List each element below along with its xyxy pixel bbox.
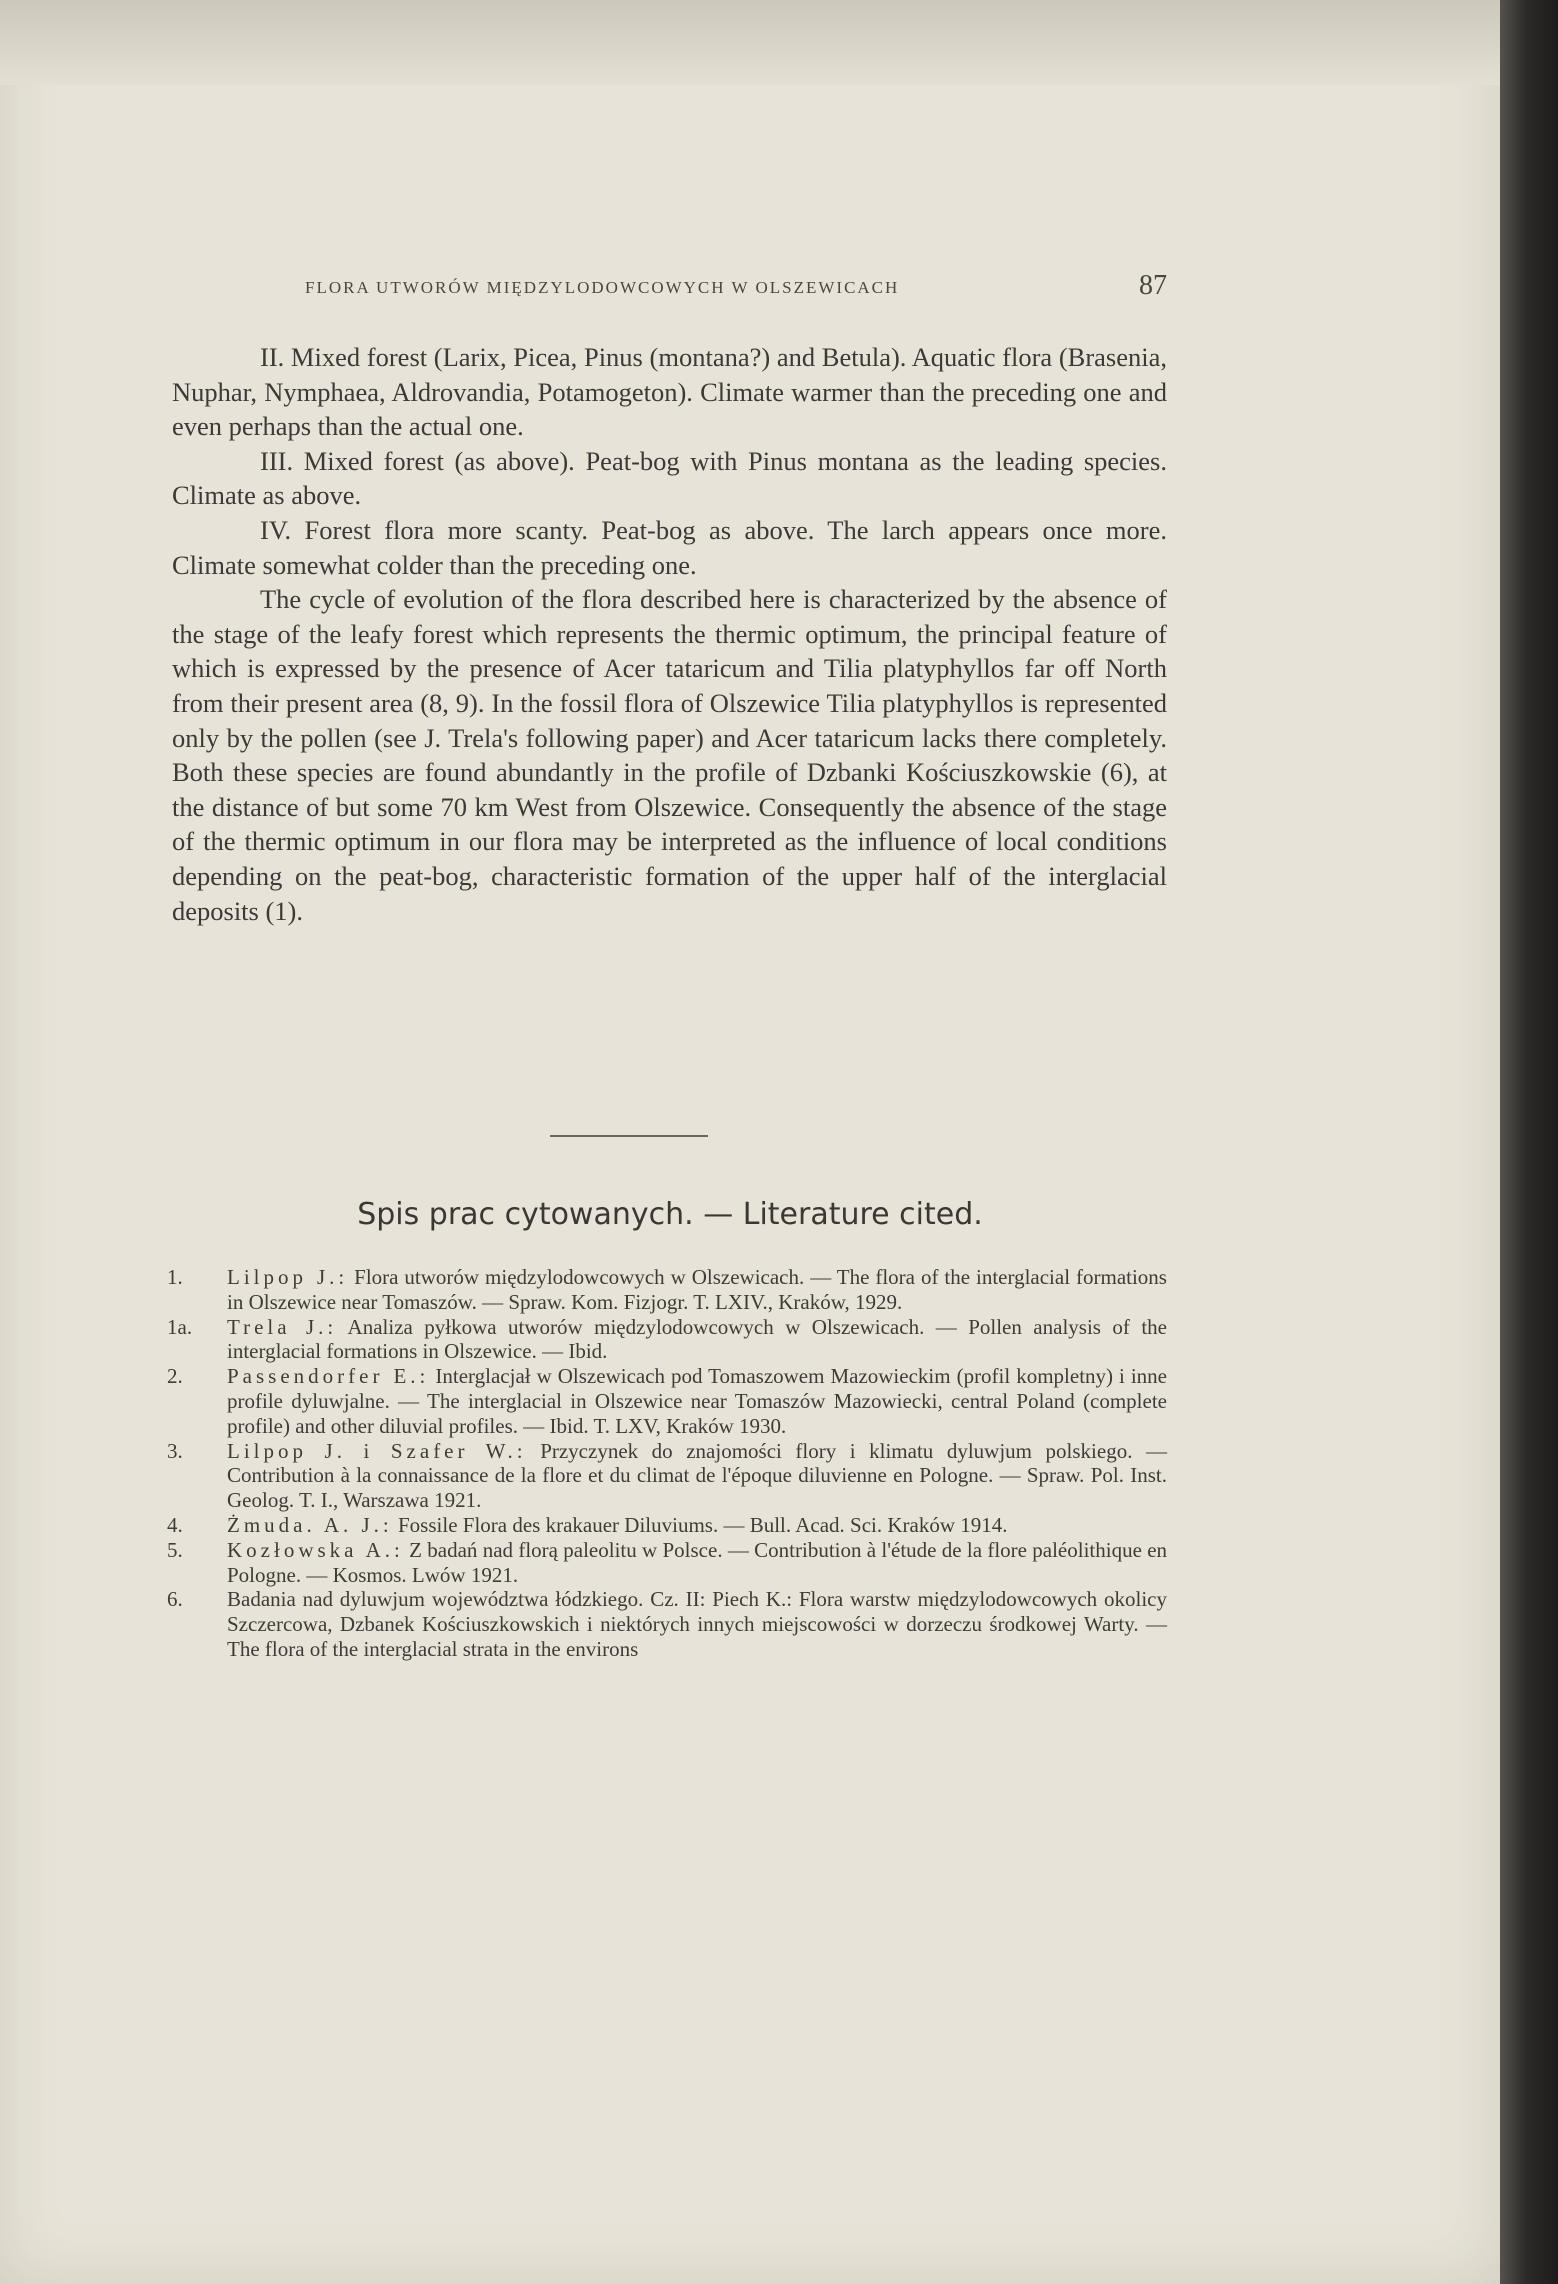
reference-body	[227, 1538, 1167, 1588]
reference-text: Interglacjał w Olszewicach pod Tomaszowem Mazowieckim (profil kompletny) i inne profile dyluwjalne. — The interglacial in Olszewice near Tomaszów Mazowiecki, central Poland (complete profile) and other diluvial profiles. — Ibid. T. LXV, Kraków 1930.	[227, 1364, 1167, 1438]
reference-number: 4.	[167, 1512, 183, 1537]
reference-author: Lilpop J.:	[227, 1265, 349, 1289]
body-text	[172, 340, 1167, 928]
reference-author: Żmuda. A. J.:	[227, 1512, 393, 1537]
reference-item	[167, 1538, 1167, 1588]
reference-text: Analiza pyłkowa utworów międzylodowcowych w Olszewicach. — Pollen analysis of the interglacial formations in Olszewice. — Ibid.	[227, 1314, 1167, 1364]
reference-text: Przyczynek do znajomości flory i klimatu dyluwjum polskiego. — Contribution à la connaissance de la flore et du climat de l'époque diluvienne en Pologne. — Spraw. Pol. Inst. Geolog. T. I., Warszawa 1921.	[227, 1438, 1167, 1513]
reference-text: Fossile Flora des krakauer Diluviums. — Bull. Acad. Sci. Kraków 1914.	[398, 1512, 1008, 1537]
reference-list	[167, 1265, 1167, 1662]
page-header	[305, 270, 1167, 310]
reference-body	[227, 1315, 1167, 1365]
reference-text: Badania nad dyluwjum województwa łódzkiego. Cz. II: Piech K.: Flora warstw międzylodowcowych okolicy Szczercowa, Dzbanek Kościuszkowskich i niektórych innych miejscowości w dorzeczu środkowej Warty. — The flora of the interglacial strata in the environs	[227, 1587, 1167, 1661]
reference-number: 3.	[167, 1438, 183, 1463]
reference-number: 6.	[167, 1587, 183, 1612]
reference-item	[167, 1513, 1167, 1538]
reference-item	[167, 1265, 1167, 1315]
page-number: 87	[1139, 270, 1167, 301]
reference-author: Kozłowska A.:	[227, 1537, 404, 1562]
reference-item	[167, 1439, 1167, 1513]
reference-body	[227, 1513, 1167, 1538]
reference-item	[167, 1364, 1167, 1438]
paragraph-discussion: The cycle of evolution of the flora described here is characterized by the absence of the stage of the leafy forest which represents the thermic optimum, the principal feature of which is expressed by the presence of Acer tataricum and Tilia platyphyllos far off North from their present area (8, 9). In the fossil flora of Olszewice Tilia platyphyllos is represented only by the pollen (see J. Trela's following paper) and Acer tataricum lacks there completely. Both these species are found abundantly in the profile of Dzbanki Kościuszkowskie (6), at the distance of but some 70 km West from Olszewice. Consequently the absence of the stage of the thermic optimum in our flora may be interpreted as the influence of local conditions depending on the peat-bog, characteristic formation of the upper half of the interglacial deposits (1).	[172, 584, 1167, 926]
reference-body	[227, 1587, 1167, 1661]
reference-author: Lilpop J. i Szafer W.:	[227, 1438, 527, 1463]
paragraph-stage-3: III. Mixed forest (as above). Peat-bog with Pinus montana as the leading species. Climate as above.	[172, 445, 1167, 511]
scan-edge	[1500, 0, 1558, 2284]
running-title: FLORA UTWORÓW MIĘDZYLODOWCOWYCH W OLSZEWICACH	[305, 278, 900, 297]
reference-number: 1a.	[167, 1314, 193, 1339]
reference-author: Passendorfer E.:	[227, 1364, 430, 1389]
reference-item	[167, 1315, 1167, 1365]
reference-text: Z badań nad florą paleolitu w Polsce. — Contribution à l'étude de la flore paléolithique en Pologne. — Kosmos. Lwów 1921.	[227, 1537, 1168, 1587]
section-divider	[550, 1135, 708, 1137]
reference-text: Flora utworów międzylodowcowych w Olszewicach. — The flora of the interglacial formations in Olszewice near Tomaszów. — Spraw. Kom. Fizjogr. T. LXIV., Kraków, 1929.	[227, 1265, 1167, 1314]
reference-number: 5.	[167, 1537, 183, 1562]
reference-body	[227, 1364, 1167, 1438]
reference-number: 2.	[167, 1364, 183, 1389]
reference-item	[167, 1587, 1167, 1661]
paragraph-stage-2: II. Mixed forest (Larix, Picea, Pinus (montana?) and Betula). Aquatic flora (Brasenia, Nuphar, Nymphaea, Aldrovandia, Potamogeton). Climate warmer than the preceding one and even perhaps than the actual one.	[172, 342, 1167, 442]
scan-top-shadow	[0, 0, 1500, 85]
literature-heading: Spis prac cytowanych. — Literature cited.	[357, 1197, 983, 1232]
reference-number: 1.	[167, 1265, 183, 1289]
paragraph-stage-4: IV. Forest flora more scanty. Peat-bog as above. The larch appears once more. Climate somewhat colder than the preceding one.	[172, 514, 1167, 580]
reference-author: Trela J.:	[227, 1314, 338, 1339]
reference-body	[227, 1265, 1167, 1315]
reference-body	[227, 1439, 1167, 1513]
